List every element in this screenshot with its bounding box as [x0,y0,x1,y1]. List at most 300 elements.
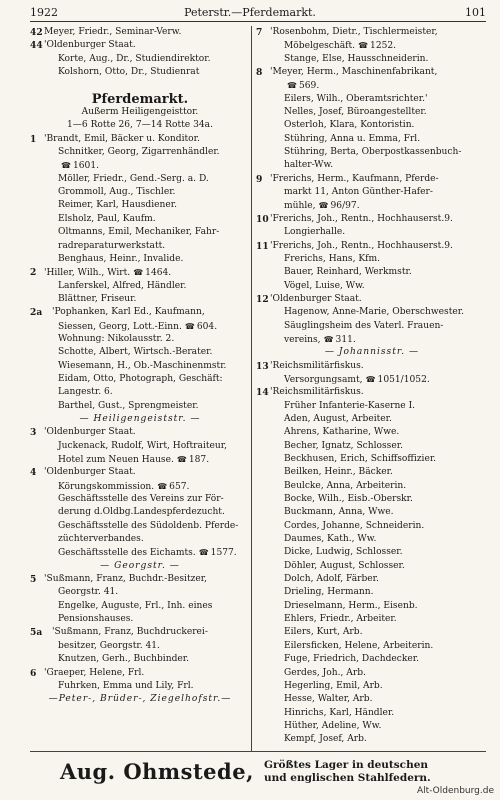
entry-row [30,453,250,466]
entry-row [256,546,488,559]
house-number: 7 [256,27,263,38]
entry-text [58,386,113,399]
entry-text [58,346,212,359]
entry-row [256,560,488,573]
entry-text-value: Eilersficken, Helene, Arbeiterin. [284,640,434,651]
phone-number: 604. [196,321,218,332]
entry-row [30,53,250,66]
entry-text [58,533,144,546]
house-number: 10 [256,213,269,225]
entry-text [284,733,367,746]
entry-text-value: — Johannisstr. — [324,347,420,358]
entry-text-value: 1601. [72,161,100,172]
entry-text [284,600,418,613]
telephone-icon: ☎ [365,374,376,384]
entry-text-value: 'Hiller, Wilh., Wirt. [44,268,131,279]
entry-text [284,320,443,333]
entry-text-value: 'Reichsmilitärfiskus. [270,360,364,371]
entry-text-value: Benghaus, Heinr., Invalide. [58,253,184,264]
entry-text-value: Wiesemann, H., Ob.-Maschinenmstr. [58,360,227,371]
entry-text [270,173,439,186]
entry-text-value: Longierhalle. [284,227,346,238]
house-number: 1 [30,133,37,145]
entry-text [58,640,160,653]
entry-row [30,586,250,599]
cross-street-label [30,413,250,426]
entry-row [256,346,488,359]
phone-number: 311. [335,334,356,345]
phone-number: 96/97. [330,201,360,212]
entry-text [44,133,200,146]
entry-text-value: 'Brandt, Emil, Bäcker u. Konditor. [44,133,200,144]
telephone-icon: ☎ [318,201,329,211]
entry-row [256,586,488,599]
entry-text [44,667,144,680]
entry-text-value: Hinrichs, Karl, Händler. [284,707,395,718]
entry-text-value: Oltmanns, Emil, Mechaniker, Fahr- [58,227,220,238]
entry-text [284,707,394,720]
entry-text-value: 'Frerichs, Joh., Rentn., Hochhauserst.9. [270,213,453,224]
telephone-icon: ☎ [61,161,71,171]
entry-text-value: Stange, Else, Hausschneiderin. [284,53,429,64]
entry-row [30,560,250,573]
entry-row [256,653,488,666]
entry-row [30,653,250,666]
entry-text-value: Hesse, Walter, Arb. [284,694,373,705]
entry-row [256,26,488,39]
entry-text-value: 'Oldenburger Staat. [270,293,362,304]
entry-text [58,680,194,693]
entry-row [30,280,250,293]
entry-row [256,146,488,159]
entry-text [270,66,437,79]
entry-text-value: Siessen, Georg, Lott.-Einn. [58,321,182,332]
entry-text [58,373,223,386]
entry-text [58,600,212,613]
entry-text-value: Elsholz, Paul, Kaufm. [58,213,156,224]
entry-text-value: Lanferskel, Alfred, Händler. [58,280,187,291]
entry-text [284,53,428,66]
entry-text-value: Aden, August, Arbeiter. [284,413,392,424]
entry-text-value: besitzer, Georgstr. 41. [58,640,160,651]
house-number: 5a [30,627,43,639]
entry-text [52,626,208,639]
entry-text [58,546,237,560]
entry-text [284,480,406,493]
entry-text [284,720,381,733]
entry-text-value: 'Sußmann, Franz, Buchdr.-Besitzer, [44,574,208,585]
entry-text-value: Meyer, Friedr., Seminar-Verw. [44,27,182,37]
entry-text-value: Eidam, Otto, Photograph, Geschäft: [58,373,223,384]
entry-text-value: Außerm Heiligengeisttor. [81,107,199,118]
entry-text [284,626,363,639]
entry-text-value: Ehlers, Friedr., Arbeiter. [284,614,397,625]
entry-text-value: Geschäftsstelle des Südoldenb. Pferde- [58,520,239,531]
entry-row [30,533,250,546]
entry-row [256,400,488,413]
entry-row [256,480,488,493]
telephone-icon: ☎ [157,481,168,491]
house-number: 8 [256,67,263,79]
right-column [256,26,488,747]
entry-text-value: Daumes, Kath., Ww. [284,534,377,545]
ad-slogan [264,759,431,785]
entry-text-value: 'Sußmann, Franz, Buchdruckerei- [52,627,208,638]
entry-text [58,506,225,519]
entry-text-value: 569. [298,81,320,92]
entry-row [30,133,250,146]
entry-text [58,159,99,173]
entry-text-value: 'Meyer, Herm., Maschinenfabrikant, [270,67,438,78]
house-number: 42 [30,27,43,38]
house-number: 3 [30,427,37,439]
entry-row [256,707,488,720]
house-number: 12 [256,293,269,305]
phone-number: 1051/1052. [377,374,430,385]
entry-text-value: Möbelgeschäft. [284,41,356,52]
entry-text [284,533,376,546]
entry-row [256,293,488,306]
entry-text-value: Korte, Aug., Dr., Studiendirektor. [58,53,211,64]
entry-text [44,426,136,439]
entry-text-value: derung d.Oldbg.Landespferdezucht. [58,507,225,518]
entry-text [284,39,396,53]
entry-row [256,506,488,519]
header-rule [30,21,486,22]
entry-text [284,466,393,479]
entry-text-value: Bocke, Wilh., Eisb.-Oberskr. [284,494,413,505]
entry-row [30,546,250,559]
entry-text-value: Becher, Ignatz, Schlosser. [284,440,403,451]
entry-text [44,466,136,479]
entry-text [58,440,227,453]
house-number: 44 [30,40,43,52]
entry-text [284,546,403,559]
entry-row [256,79,488,92]
entry-text-value: Engelke, Auguste, Frl., Inh. eines [58,600,213,611]
entry-text-value: 'Oldenburger Staat. [44,467,136,478]
entry-row [30,426,250,439]
entry-text [284,640,433,653]
entry-row [256,333,488,346]
entry-text [270,213,453,226]
entry-row [256,466,488,479]
entry-text-value: Barthel, Gust., Sprengmeister. [58,400,199,411]
entry-row [256,667,488,680]
entry-text-value: Drieling, Hermann. [284,587,374,598]
entry-text [284,667,366,680]
cross-street-label [256,346,488,359]
entry-text [58,213,156,226]
entry-row [30,466,250,479]
entry-text [58,333,174,346]
house-number: 2a [30,307,43,319]
entry-text-value: Nelles, Josef, Büroangestellter. [284,107,427,118]
phone-number: 1464. [145,268,172,279]
entry-row [30,480,250,493]
entry-text-value: Knutzen, Gerh., Buchbinder. [58,654,190,665]
entry-text-value: halter-Ww. [284,160,334,171]
entry-text [284,266,412,279]
entry-row [30,146,250,159]
watermark: Alt-Oldenburg.de [416,786,494,796]
house-number: 5 [30,574,37,586]
telephone-icon: ☎ [358,41,369,51]
entry-text-value: Hüther, Adeline, Ww. [284,720,382,731]
entry-text-value: Versorgungsamt, [284,374,363,385]
entry-row [30,626,250,639]
house-number: 4 [30,467,37,479]
entry-row [30,39,250,52]
entry-row [256,360,488,373]
entry-row [30,106,250,119]
entry-text-value: mühle, [284,201,316,212]
entry-text [270,240,453,253]
telephone-icon: ☎ [323,334,334,344]
entry-row [256,733,488,746]
entry-row [30,266,250,279]
entry-row [256,493,488,506]
entry-row [256,453,488,466]
house-number: 2 [30,267,37,279]
page-number: 101 [465,6,486,19]
entry-text [284,186,433,199]
entry-text-value: Dolch, Adolf, Färber. [284,574,379,585]
house-number: 11 [256,240,269,252]
entry-text [44,266,171,280]
house-number: 14 [256,387,269,399]
entry-text [284,426,399,439]
cross-street-label [30,693,250,706]
ad-slogan-line2: und englischen Stahlfedern. [264,772,431,784]
entry-row [30,93,250,106]
entry-row [30,173,250,186]
entry-row [30,26,250,39]
entry-text [58,320,217,334]
entry-row [30,333,250,346]
page-header [0,6,500,22]
entry-row [30,440,250,453]
entry-text [58,66,199,79]
entry-row [30,253,250,266]
entry-text [284,280,365,293]
entry-row [256,626,488,639]
entry-row [256,93,488,106]
entry-row [256,600,488,613]
entry-text-value: Döhler, August, Schlosser. [284,560,405,571]
telephone-icon: ☎ [287,81,297,91]
entry-row [30,693,250,706]
entry-text-value: — Georgstr. — [100,560,180,571]
entry-text-value: 'Reichsmilitärfiskus. [270,387,364,398]
entry-text-value: 1—6 Rotte 26, 7—14 Rotte 34a. [67,120,213,131]
entry-row [256,186,488,199]
entry-text [284,520,424,533]
entry-text-value: Stühring, Berta, Oberpostkassenbuch- [284,147,462,158]
entry-text [52,306,205,319]
entry-text-value: Vögel, Luise, Ww. [284,280,365,291]
column-divider [251,26,252,752]
phone-number: 657. [169,481,190,492]
entry-text [284,199,360,213]
entry-text-value: 'Frerichs, Joh., Rentn., Hochhauserst.9. [270,240,453,251]
entry-text-value: züchterverbandes. [58,534,144,545]
entry-text [58,226,219,239]
entry-text-value: — Heiligengeiststr. — [79,413,201,424]
entry-text [58,146,220,159]
entry-text-value: Stühring, Anna u. Emma, Frl. [284,133,421,144]
entry-text-value: vereins, [284,334,321,345]
entry-text [58,293,136,306]
entry-row [256,240,488,253]
entry-row [30,199,250,212]
entry-row [30,386,250,399]
footer-rule [30,751,486,752]
ad-company-name: Aug. Ohmstede, [60,759,254,784]
entry-row [256,613,488,626]
entry-text-value: Kolshorn, Otto, Dr., Studienrat [58,67,200,78]
phone-number: 1252. [370,41,397,52]
entry-text-value: 'Frerichs, Herm., Kaufmann, Pferde- [270,173,439,184]
entry-text-value: Osterloh, Klara, Kontoristin. [284,120,415,131]
entry-text-value: Wohnung: Nikolausstr. 2. [58,333,175,344]
entry-text-value: Ahrens, Katharine, Wwe. [284,427,400,438]
entry-text-value: Blättner, Friseur. [58,293,137,304]
entry-text-value: Dicke, Ludwig, Schlosser. [284,547,403,558]
entry-row [256,693,488,706]
entry-row [256,106,488,119]
entry-row [30,320,250,333]
entry-text-value: Kempf, Josef, Arb. [284,734,367,745]
entry-text-value: Juckenack, Rudolf, Wirt, Hoftraiteur, [58,440,227,451]
entry-row [30,613,250,626]
entry-row [256,320,488,333]
entry-text-value: Körungskommission. [58,481,155,492]
entry-text [58,186,175,199]
entry-row [256,133,488,146]
entry-text-value: Drieselmann, Herm., Eisenb. [284,600,418,611]
entry-text-value: 'Pophanken, Karl Ed., Kaufmann, [52,307,205,318]
entry-text [284,400,415,413]
entry-text-value: Eilers, Kurt, Arb. [284,627,363,638]
entry-text [58,253,183,266]
house-number: 9 [256,173,263,185]
entry-row [256,253,488,266]
entry-row [30,400,250,413]
entry-text [284,453,436,466]
entry-text [58,613,133,626]
entry-row [30,573,250,586]
entry-text-value: Beulcke, Anna, Arbeiterin. [284,480,407,491]
entry-row [256,226,488,239]
entry-text-value: —Peter-, Brüder-, Ziegelhofstr.— [48,694,232,705]
house-number: 13 [256,360,269,372]
entry-text [284,586,374,599]
entry-text [270,293,362,306]
entry-text-value: 'Oldenburger Staat. [44,427,136,438]
entry-text-value: Gerdes, Joh., Arb. [284,667,366,678]
ad-slogan-line1: Größtes Lager in deutschen [264,759,429,771]
entry-row [30,413,250,426]
entry-row [30,373,250,386]
entry-text [284,573,379,586]
entry-text [284,79,319,93]
entry-row [256,199,488,212]
entry-row [30,506,250,519]
entry-text-value: 'Rosenbohm, Dietr., Tischlermeister, [270,27,438,37]
entry-text [58,480,189,494]
entry-row [256,39,488,52]
entry-row [256,386,488,399]
entry-text-value: Möller, Friedr., Gend.-Serg. a. D. [58,173,209,184]
entry-row [256,573,488,586]
cross-street-label [30,560,250,573]
entry-text [58,53,210,66]
house-number: 6 [30,667,37,679]
entry-text [58,173,209,186]
entry-text-value: Beckhusen, Erich, Schiffsoffizier. [284,454,437,464]
entry-text-value: 'Oldenburger Staat. [44,40,136,51]
entry-row [30,226,250,239]
entry-row [256,413,488,426]
entry-row [30,159,250,172]
entry-text-value: Bauer, Reinhard, Werkmstr. [284,267,412,278]
entry-row [30,680,250,693]
entry-text [284,493,413,506]
entry-row [30,493,250,506]
entry-row [30,600,250,613]
entry-row [256,720,488,733]
entry-text [284,93,428,106]
entry-text [30,119,250,132]
entry-text-value: 'Graeper, Helene, Frl. [44,667,145,678]
entry-row [256,640,488,653]
entry-text-value: Pensionshauses. [58,614,134,625]
entry-text-value: Reimer, Karl, Hausdiener. [58,200,177,211]
entry-text [270,26,438,39]
entry-text [58,453,209,467]
entry-text [284,413,392,426]
entry-row [30,213,250,226]
entry-row [30,360,250,373]
entry-text [284,119,414,132]
entry-text-value: Hegerling, Emil, Arb. [284,680,383,691]
telephone-icon: ☎ [184,321,195,331]
entry-row [256,53,488,66]
entry-row [256,533,488,546]
entry-text-value: Langestr. 6. [58,387,113,398]
entry-text-value: markt 11, Anton Günther-Hafer- [284,187,433,198]
entry-row [256,680,488,693]
entry-row [30,640,250,653]
phone-number: 1577. [210,548,237,559]
entry-row [256,66,488,79]
entry-text [284,159,333,172]
entry-text [284,106,427,119]
entry-row [30,346,250,359]
entry-text [284,333,356,347]
entry-text [284,306,464,319]
entry-text [284,440,403,453]
entry-text [270,386,364,399]
entry-row [256,280,488,293]
entry-row [256,440,488,453]
entry-row [256,426,488,439]
advertisement [30,755,486,789]
entry-text [58,199,177,212]
entry-text [44,39,136,52]
entry-text-value: Schotte, Albert, Wirtsch.-Berater. [58,347,213,358]
